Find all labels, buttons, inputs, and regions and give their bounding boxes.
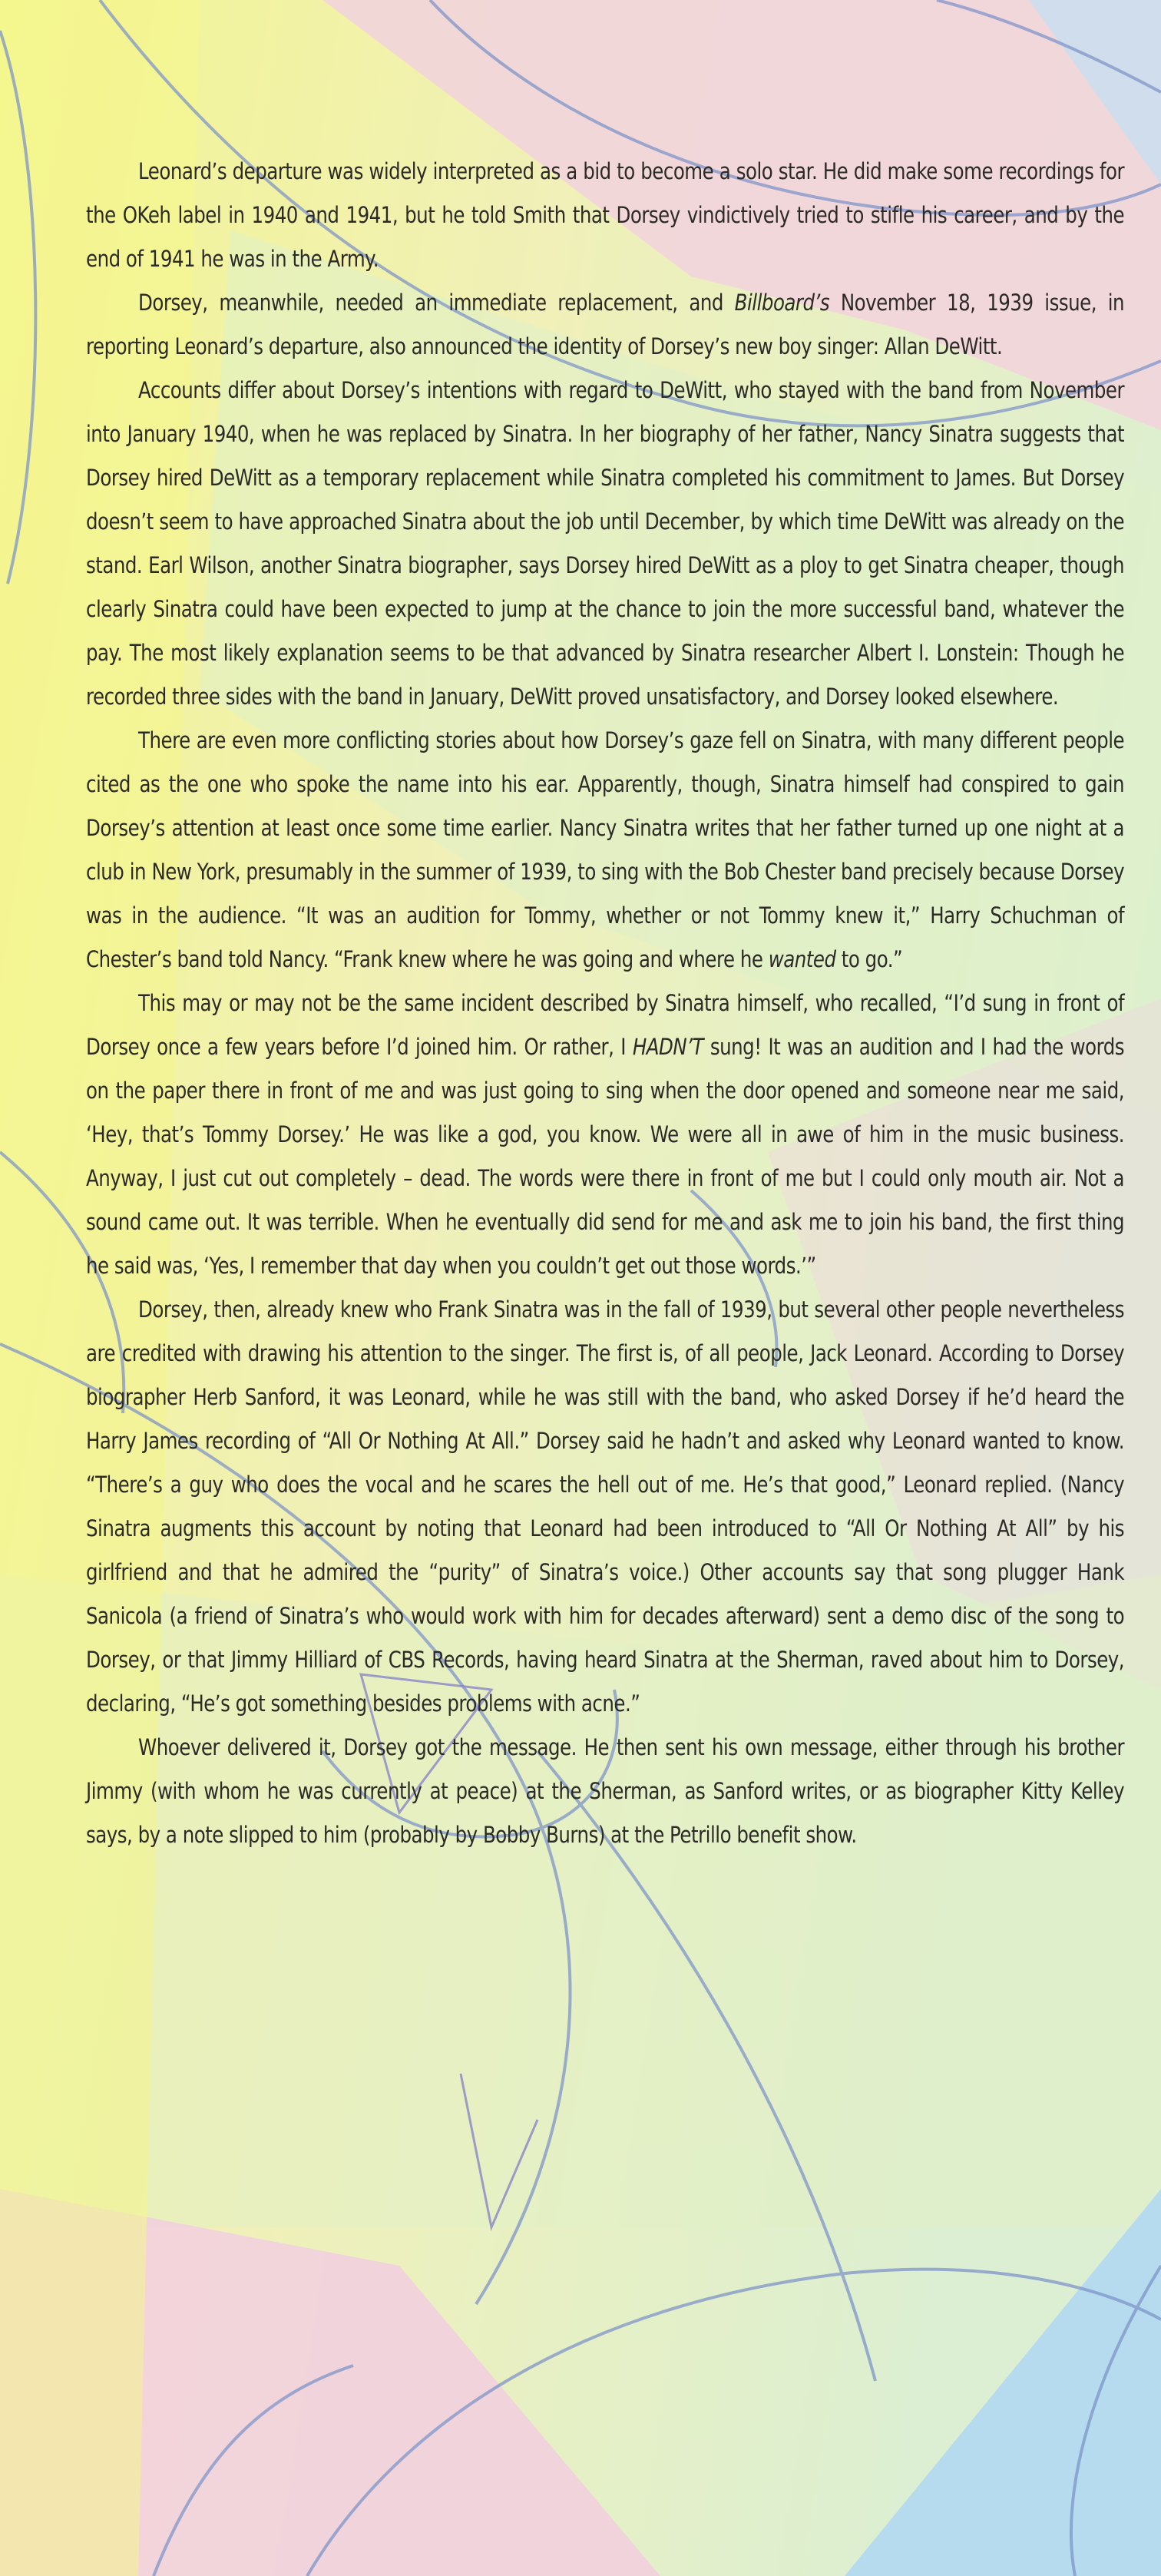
text-run: There are even more conflicting stories about how Dorsey’s gaze fell on Sinatra, with many different people cited as the one who spoke the name into his ear. Apparently, though, Sinatra himself had conspired to gain Dorsey’s attention at least once some time earlier. Nancy Sinatra writes that her father turned up one night at a club in New York, presumably in the summer of 1939, to sing with the Bob Chester band precisely because Dorsey was in the audience. “It was an audition for Tommy, whether or not Tommy knew it,” Harry Schuchman of Chester’s band told Nancy. “Frank knew where he was going and where he: [86, 727, 1125, 972]
text-run: Leonard’s departure was widely interpreted as a bid to become a solo star. He did make some recordings for the OKeh label in 1940 and 1941, but he told Smith that Dorsey vindictively tried to stifle his career, and by the end of 1941 he was in the Army.: [86, 158, 1125, 272]
italic-text: Billboard’s: [734, 290, 830, 316]
text-run: Dorsey, then, already knew who Frank Sinatra was in the fall of 1939, but several other people nevertheless are credited with drawing his attention to the singer. The first is, of all people, Jack Leonard. According to Dorsey biographer Herb Sanford, it was Leonard, while he was still with the band, who asked Dorsey if he’d heard the Harry James recording of “All Or Nothing At All.” Dorsey said he hadn’t and asked why Leonard wanted to know. “There’s a guy who does the vocal and he scares the hell out of me. He’s that good,” Leonard replied. (Nancy Sinatra augments this account by noting that Leonard had been introduced to “All Or Nothing At All” by his girlfriend and that he admired the “purity” of Sinatra’s voice.) Other accounts say that song plugger Hank Sanicola (a friend of Sinatra’s who would work with him for decades afterward) sent a demo disc of the song to Dorsey, or that Jimmy Hilliard of CBS Records, having heard Sinatra at the Sherman, raved about him to Dorsey, declaring, “He’s got something besides problems with acne.”: [86, 1296, 1125, 1717]
paragraph: [86, 719, 1124, 982]
text-run: This may or may not be the same incident described by Sinatra himself, who recalled, “I’d sung in front of Dorsey once a few years before I’d joined him. Or rather, I: [86, 990, 1125, 1060]
paragraph: [86, 1288, 1124, 1726]
italic-text: wanted: [768, 946, 836, 972]
text-run: Accounts differ about Dorsey’s intentions with regard to DeWitt, who stayed with the band from November into January 1940, when he was replaced by Sinatra. In her biography of her father, Nancy Sinatra suggests that Dorsey hired DeWitt as a temporary replacement while Sinatra completed his commitment to James. But Dorsey doesn’t seem to have approached Sinatra about the job until December, by which time DeWitt was already on the stand. Earl Wilson, another Sinatra biographer, says Dorsey hired DeWitt as a ploy to get Sinatra cheaper, though clearly Sinatra could have been expected to jump at the chance to join the more successful band, whatever the pay. The most likely explanation seems to be that advanced by Sinatra researcher Albert I. Lonstein: Though he recorded three sides with the band in January, DeWitt proved unsatisfactory, and Dorsey looked elsewhere.: [86, 377, 1125, 710]
text-run: Whoever delivered it, Dorsey got the message. He then sent his own message, either through his brother Jimmy (with whom he was currently at peace) at the Sherman, as Sanford writes, or as biographer Kitty Kelley says, by a note slipped to him (probably by Bobby Burns) at the Petrillo benefit show.: [86, 1734, 1125, 1848]
paragraph: [86, 150, 1124, 281]
paragraph: [86, 369, 1124, 719]
paragraph: [86, 1726, 1124, 1857]
text-run: to go.”: [835, 946, 903, 972]
paragraph: [86, 982, 1124, 1288]
paragraph: [86, 281, 1124, 369]
text-run: November 18, 1939 issue, in reporting Leonard’s departure, also announced the identity of Dorsey’s new boy singer: Allan DeWitt.: [86, 290, 1125, 359]
text-run: Dorsey, meanwhile, needed an immediate replacement, and: [138, 290, 735, 316]
text-run: sung! It was an audition and I had the words on the paper there in front of me and was just going to sing when the door opened and someone near me said, ‘Hey, that’s Tommy Dorsey.’ He was like a god, you know. We were all in awe of him in the music business. Anyway, I just cut out completely – dead. The words were there in front of me but I could only mouth air. Not a sound came out. It was terrible. When he eventually did send for me and ask me to join his band, the first thing he said was, ‘Yes, I remember that day when you couldn’t get out those words.’”: [86, 1034, 1125, 1279]
article-body: [86, 150, 1124, 1857]
italic-text: HADN’T: [632, 1034, 703, 1060]
